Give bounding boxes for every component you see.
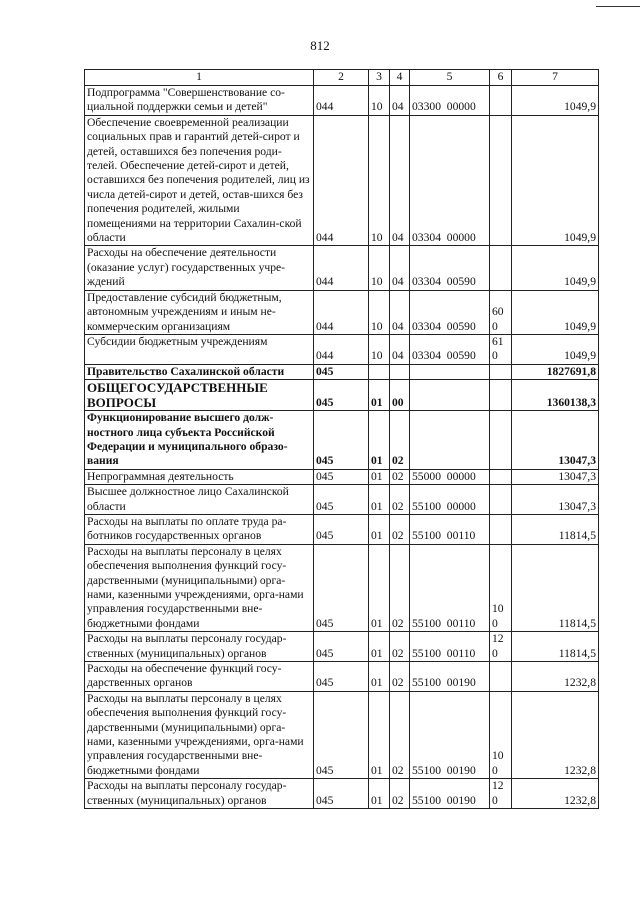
cell-subsection-code: 04 (390, 334, 410, 364)
cell-expense-type (490, 380, 512, 411)
cell-expense-type: 100 (490, 691, 512, 778)
cell-section-code: 01 (369, 691, 390, 778)
target-code-direction: 00110 (446, 529, 476, 543)
cell-expense-type: 120 (490, 632, 512, 662)
row-name: Функционирование высшего долж-ностного лица субъекта Российской Федерации и муниципального образо-вания (85, 411, 314, 470)
row-name: Высшее должностное лицо Сахалинской области (85, 485, 314, 515)
target-code-program: 55000 (412, 469, 441, 483)
table-header-row (85, 70, 599, 86)
cell-expense-type (490, 115, 512, 246)
cell-section-code: 10 (369, 246, 390, 290)
header-cell: 3 (369, 70, 390, 86)
cell-amount: 1049,9 (512, 246, 599, 290)
target-code-program: 03304 (412, 319, 441, 333)
row-name: Субсидии бюджетным учреждениям (85, 334, 314, 364)
cell-target-code (410, 632, 490, 662)
target-code-program: 55100 (412, 616, 441, 630)
cell-subsection-code: 04 (390, 246, 410, 290)
cell-section-code: 01 (369, 411, 390, 470)
cell-expense-type (490, 485, 512, 515)
cell-ministry-code: 044 (314, 246, 369, 290)
cell-section-code: 10 (369, 334, 390, 364)
cell-target-code (410, 544, 490, 631)
target-code-direction: 00000 (446, 499, 476, 513)
row-name: ОБЩЕГОСУДАРСТВЕННЫЕ ВОПРОСЫ (85, 380, 314, 411)
cell-amount: 13047,3 (512, 411, 599, 470)
cell-ministry-code: 044 (314, 334, 369, 364)
cell-amount: 1232,8 (512, 779, 599, 809)
table-row (85, 380, 599, 411)
cell-ministry-code: 045 (314, 364, 369, 379)
cell-ministry-code: 045 (314, 632, 369, 662)
target-code-direction: 00590 (446, 319, 476, 333)
header-cell: 5 (410, 70, 490, 86)
target-code-program: 55100 (412, 646, 441, 660)
header-cell: 7 (512, 70, 599, 86)
target-code-direction: 00190 (446, 676, 476, 690)
target-code-program: 55100 (412, 676, 441, 690)
target-code-direction: 00590 (446, 275, 476, 289)
cell-ministry-code: 044 (314, 290, 369, 334)
row-name: Правительство Сахалинской области (85, 364, 314, 379)
cell-ministry-code: 045 (314, 411, 369, 470)
cell-subsection-code: 02 (390, 632, 410, 662)
cell-amount: 1049,9 (512, 115, 599, 246)
cell-target-code (410, 779, 490, 809)
cell-section-code: 10 (369, 290, 390, 334)
cell-subsection-code: 02 (390, 544, 410, 631)
budget-table-body (85, 70, 599, 809)
target-code-direction: 00590 (446, 349, 476, 363)
cell-section-code: 01 (369, 485, 390, 515)
cell-target-code (410, 411, 490, 470)
target-code-direction: 00190 (446, 793, 476, 807)
row-name: Непрограммная деятельность (85, 469, 314, 484)
cell-target-code (410, 86, 490, 116)
table-row (85, 86, 599, 116)
cell-amount: 13047,3 (512, 485, 599, 515)
cell-section-code: 01 (369, 514, 390, 544)
cell-amount: 1827691,8 (512, 364, 599, 379)
row-name: Подпрограмма "Совершенствование со-циальной поддержки семьи и детей" (85, 86, 314, 116)
cell-expense-type (490, 662, 512, 692)
table-row (85, 334, 599, 364)
cell-expense-type: 120 (490, 779, 512, 809)
cell-expense-type (490, 411, 512, 470)
cell-ministry-code: 045 (314, 662, 369, 692)
row-name: Предоставление субсидий бюджетным, автономным учреждениям и иным не-коммерческим организациям (85, 290, 314, 334)
target-code-program: 55100 (412, 763, 441, 777)
table-row (85, 290, 599, 334)
cell-target-code (410, 380, 490, 411)
table-row (85, 691, 599, 778)
cell-subsection-code (390, 364, 410, 379)
cell-expense-type (490, 364, 512, 379)
cell-ministry-code: 044 (314, 86, 369, 116)
header-cell: 4 (390, 70, 410, 86)
cell-ministry-code: 045 (314, 544, 369, 631)
cell-target-code (410, 469, 490, 484)
row-name: Обеспечение своевременной реализации социальных прав и гарантий детей-сирот и детей, оставшихся без попечения роди-телей. Обеспечение детей-сирот и детей, оставшихся без попечения родителей, лиц из числа детей-сирот и детей, остав-шихся без попечения родителей, жилыми помещениями на территории Сахалин-ской области (85, 115, 314, 246)
cell-expense-type (490, 469, 512, 484)
cell-section-code: 01 (369, 544, 390, 631)
target-code-direction: 00000 (446, 469, 476, 483)
header-cell: 6 (490, 70, 512, 86)
cell-section-code: 01 (369, 469, 390, 484)
cell-subsection-code: 02 (390, 469, 410, 484)
cell-section-code: 10 (369, 115, 390, 246)
table-row (85, 662, 599, 692)
target-code-direction: 00000 (446, 231, 476, 245)
target-code-direction: 00000 (446, 100, 476, 114)
row-name: Расходы на обеспечение функций госу-дарственных органов (85, 662, 314, 692)
header-cell: 2 (314, 70, 369, 86)
cell-amount: 13047,3 (512, 469, 599, 484)
target-code-program: 55100 (412, 499, 441, 513)
cell-subsection-code: 02 (390, 779, 410, 809)
top-corner-rule (596, 6, 640, 7)
cell-amount: 1049,9 (512, 290, 599, 334)
cell-section-code: 01 (369, 632, 390, 662)
cell-amount: 11814,5 (512, 544, 599, 631)
cell-section-code: 10 (369, 86, 390, 116)
target-code-program: 03304 (412, 275, 441, 289)
cell-amount: 1049,9 (512, 334, 599, 364)
cell-target-code (410, 364, 490, 379)
target-code-program: 55100 (412, 793, 441, 807)
cell-subsection-code: 04 (390, 115, 410, 246)
cell-expense-type: 600 (490, 290, 512, 334)
target-code-direction: 00110 (446, 646, 476, 660)
cell-target-code (410, 334, 490, 364)
table-row (85, 779, 599, 809)
table-row (85, 411, 599, 470)
cell-ministry-code: 045 (314, 485, 369, 515)
cell-expense-type: 610 (490, 334, 512, 364)
page-number: 812 (310, 38, 330, 53)
cell-target-code (410, 115, 490, 246)
table-row (85, 485, 599, 515)
cell-amount: 11814,5 (512, 514, 599, 544)
table-row (85, 364, 599, 379)
cell-target-code (410, 290, 490, 334)
row-name: Расходы на выплаты персоналу в целях обеспечения выполнения функций госу-дарственными (муниципальными) орга-нами, казенными учреждениями, орга-нами управления государственными вне-бюджетными фондами (85, 691, 314, 778)
target-code-program: 03304 (412, 231, 441, 245)
row-name: Расходы на выплаты персоналу государ-ственных (муниципальных) органов (85, 779, 314, 809)
cell-section-code: 01 (369, 662, 390, 692)
cell-expense-type: 100 (490, 544, 512, 631)
row-name: Расходы на обеспечение деятельности (оказание услуг) государственных учре-ждений (85, 246, 314, 290)
cell-amount: 1049,9 (512, 86, 599, 116)
cell-target-code (410, 691, 490, 778)
cell-target-code (410, 246, 490, 290)
cell-amount: 1360138,3 (512, 380, 599, 411)
cell-target-code (410, 485, 490, 515)
cell-subsection-code: 02 (390, 411, 410, 470)
target-code-program: 55100 (412, 529, 441, 543)
header-cell: 1 (85, 70, 314, 86)
table-row (85, 469, 599, 484)
cell-expense-type (490, 246, 512, 290)
table-row (85, 632, 599, 662)
cell-ministry-code: 044 (314, 115, 369, 246)
table-row (85, 115, 599, 246)
cell-subsection-code: 04 (390, 86, 410, 116)
table-row (85, 246, 599, 290)
cell-section-code (369, 364, 390, 379)
cell-subsection-code: 02 (390, 662, 410, 692)
target-code-program: 03300 (412, 100, 441, 114)
cell-subsection-code: 02 (390, 514, 410, 544)
cell-amount: 1232,8 (512, 662, 599, 692)
cell-amount: 11814,5 (512, 632, 599, 662)
cell-ministry-code: 045 (314, 380, 369, 411)
cell-subsection-code: 00 (390, 380, 410, 411)
cell-section-code: 01 (369, 380, 390, 411)
row-name: Расходы на выплаты персоналу государ-ственных (муниципальных) органов (85, 632, 314, 662)
cell-ministry-code: 045 (314, 469, 369, 484)
cell-expense-type (490, 86, 512, 116)
cell-subsection-code: 02 (390, 691, 410, 778)
table-row (85, 544, 599, 631)
target-code-direction: 00190 (446, 763, 476, 777)
target-code-direction: 00110 (446, 616, 476, 630)
cell-subsection-code: 04 (390, 290, 410, 334)
cell-expense-type (490, 514, 512, 544)
row-name: Расходы на выплаты персоналу в целях обеспечения выполнения функций госу-дарственными (муниципальными) орга-нами, казенными учреждениями, орга-нами управления государственными вне-бюджетными фондами (85, 544, 314, 631)
cell-ministry-code: 045 (314, 514, 369, 544)
row-name: Расходы на выплаты по оплате труда ра-ботников государственных органов (85, 514, 314, 544)
target-code-program: 03304 (412, 349, 441, 363)
table-row (85, 514, 599, 544)
cell-ministry-code: 045 (314, 691, 369, 778)
cell-ministry-code: 045 (314, 779, 369, 809)
cell-target-code (410, 514, 490, 544)
cell-section-code: 01 (369, 779, 390, 809)
cell-subsection-code: 02 (390, 485, 410, 515)
cell-amount: 1232,8 (512, 691, 599, 778)
cell-target-code (410, 662, 490, 692)
budget-table (84, 69, 599, 809)
